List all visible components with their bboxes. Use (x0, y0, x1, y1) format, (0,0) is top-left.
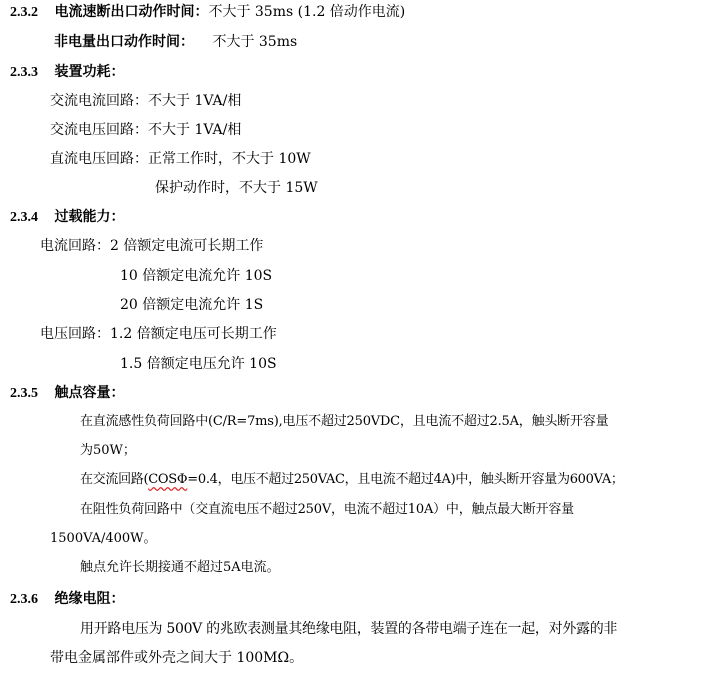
power-line: 交流电流回路：不大于 1VA/相 (50, 93, 242, 109)
contact-paragraph-line: 1500VA/400W。 (50, 531, 157, 546)
section-2-3-2-heading (10, 2, 405, 23)
power-line: 交流电压回路：不大于 1VA/相 (50, 122, 242, 138)
section-number: 2.3.5 (10, 386, 38, 401)
contact-paragraph-line (80, 470, 624, 490)
section-title: 触点容量： (54, 385, 125, 401)
row-value: 不大于 35ms (212, 34, 298, 50)
insulation-paragraph-line: 带电金属部件或外壳之间大于 100MΩ。 (50, 650, 304, 666)
row-label: 非电量出口动作时间： (54, 34, 194, 50)
section-2-3-5-heading (10, 383, 124, 404)
section-title: 装置功耗： (54, 64, 125, 80)
section-title: 过载能力： (54, 209, 125, 225)
section-number: 2.3.2 (10, 5, 38, 20)
overload-line: 20 倍额定电流允许 1S (120, 297, 264, 313)
section-2-3-6-heading (10, 589, 124, 610)
section-number: 2.3.6 (10, 592, 38, 607)
contact-paragraph-line: 在阻性负荷回路中（交直流电压不超过250V，电流不超过10A）中，触点最大断开容量 (80, 502, 574, 517)
overload-line: 10 倍额定电流允许 10S (120, 268, 273, 284)
section-number: 2.3.4 (10, 210, 38, 225)
section-2-3-3-heading (10, 62, 124, 83)
response-time-row (54, 32, 297, 52)
overload-line: 电压回路：1.2 倍额定电压可长期工作 (40, 326, 277, 342)
section-value: 不大于 35ms (1.2 倍动作电流) (208, 4, 406, 20)
spellcheck-marked-text: COSΦ (148, 472, 188, 487)
contact-paragraph-line: 在直流感性负荷回路中(C/R=7ms),电压不超过250VDC，且电流不超过2.5A，触头断开容量 (80, 414, 609, 429)
insulation-paragraph-line: 用开路电压为 500V 的兆欧表测量其绝缘电阻，装置的各带电端子连在一起，对外露的非 (80, 621, 618, 637)
overload-line: 电流回路：2 倍额定电流可长期工作 (40, 238, 264, 254)
text-fragment: 在交流回路( (80, 472, 149, 487)
contact-paragraph-line: 触点允许长期接通不超过5A电流。 (80, 560, 280, 575)
power-line: 直流电压回路：正常工作时，不大于 10W (50, 151, 311, 167)
overload-line: 1.5 倍额定电压允许 10S (120, 356, 277, 372)
section-title: 电流速断出口动作时间： (54, 4, 209, 20)
section-title: 绝缘电阻： (54, 591, 125, 607)
contact-paragraph-line: 为50W； (80, 443, 136, 458)
power-line: 保护动作时，不大于 15W (155, 180, 318, 196)
section-2-3-4-heading (10, 207, 124, 228)
text-fragment: =0.4，电压不超过250VAC，且电流不超过4A)中，触头断开容量为600VA； (187, 472, 624, 487)
section-number: 2.3.3 (10, 65, 38, 80)
